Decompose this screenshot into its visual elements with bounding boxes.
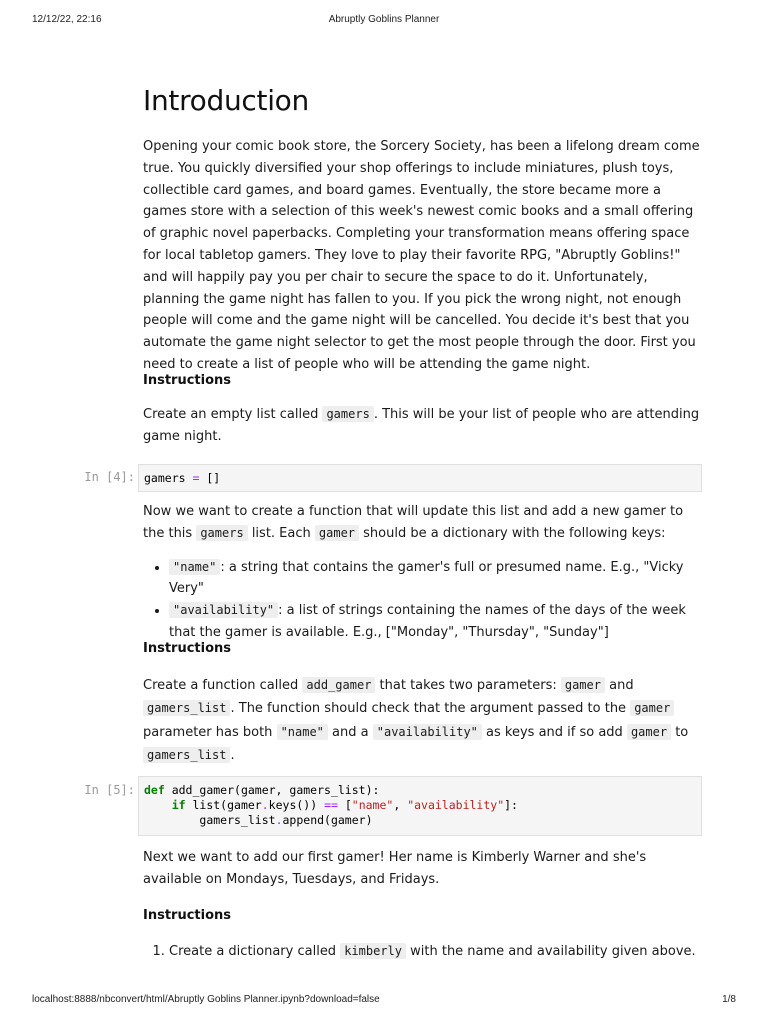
instructions-heading: Instructions xyxy=(143,373,232,388)
cell-prompt-4: In [4]: xyxy=(84,470,135,484)
keys-bullet-list xyxy=(143,557,703,644)
cell-prompt-5: In [5]: xyxy=(84,783,135,797)
print-title: Abruptly Goblins Planner xyxy=(328,14,440,25)
instructions-2-cell xyxy=(143,638,703,768)
code-cell-5[interactable]: def add_gamer(gamer, gamers_list): if list(gamer.keys()) == ["name", "availability"]: gamers_list.append(gamer) xyxy=(138,776,702,836)
print-url: localhost:8888/nbconvert/html/Abruptly Goblins Planner.ipynb?download=false xyxy=(32,994,380,1005)
list-item: • "name" : a string that contains the gamer's full or presumed name. E.g., "Vicky Very" xyxy=(169,557,703,601)
list-item: 1. Create a dictionary called kimberly with the name and availability given above. xyxy=(169,941,703,963)
instructions-2-text: Create a function called add_gamer that takes two parameters: gamer and gamers_list . The function should check that the argument passed to the gamer parameter has both "name" and a "availability" as keys and if so add gamer to gamers_list . xyxy=(143,677,689,764)
section-3-markdown-cell xyxy=(143,847,703,891)
print-datetime: 12/12/22, 22:16 xyxy=(32,14,102,25)
print-page-number: 1/8 xyxy=(722,994,736,1005)
instructions-3-cell xyxy=(143,905,703,963)
intro-paragraph: Opening your comic book store, the Sorcery Society, has been a lifelong dream come true. You quickly diversified your shop offerings to include miniatures, plush toys, collectible card games, and board games. Eventually, the store became more a games store with a selection of this week's newest comic books and a small offering of graphic novel paperbacks. Completing your transformation means offering space for local tabletop gamers. They love to play their favorite RPG, "Abruptly Goblins!" and will happily pay you per chair to secure the space to do it. Unfortunately, planning the game night has fallen to you. If you pick the wrong night, not enough people will come and the game night will be cancelled. You decide it's best that you automate the game night selector to get the most people through the door. First you need to create a list of people who will be attending the game night. xyxy=(143,139,700,372)
list-item: • "availability" : a list of strings containing the names of the days of the week that the gamer is available. E.g., ["Monday", "Thursday", "Sunday"] xyxy=(169,600,703,644)
instructions-heading: Instructions xyxy=(143,641,232,656)
page-title: Introduction xyxy=(143,84,309,117)
instructions-1-text: Create an empty list called gamers . This will be your list of people who are attending game night. xyxy=(143,406,700,444)
instructions-3-list xyxy=(143,941,703,963)
intro-markdown-cell xyxy=(143,136,703,376)
section-3-paragraph: Next we want to add our first gamer! Her name is Kimberly Warner and she's available on Mondays, Tuesdays, and Fridays. xyxy=(143,850,647,887)
section-2-paragraph: Now we want to create a function that will update this list and add a new gamer to the this gamers list. Each gamer should be a dictionary with the following keys: xyxy=(143,504,684,541)
section-2-markdown-cell xyxy=(143,501,703,644)
code-cell-4[interactable]: gamers = [] xyxy=(138,464,702,492)
inline-code-gamers: gamers xyxy=(322,406,373,422)
instructions-heading: Instructions xyxy=(143,908,232,923)
instructions-1-cell xyxy=(143,370,703,447)
